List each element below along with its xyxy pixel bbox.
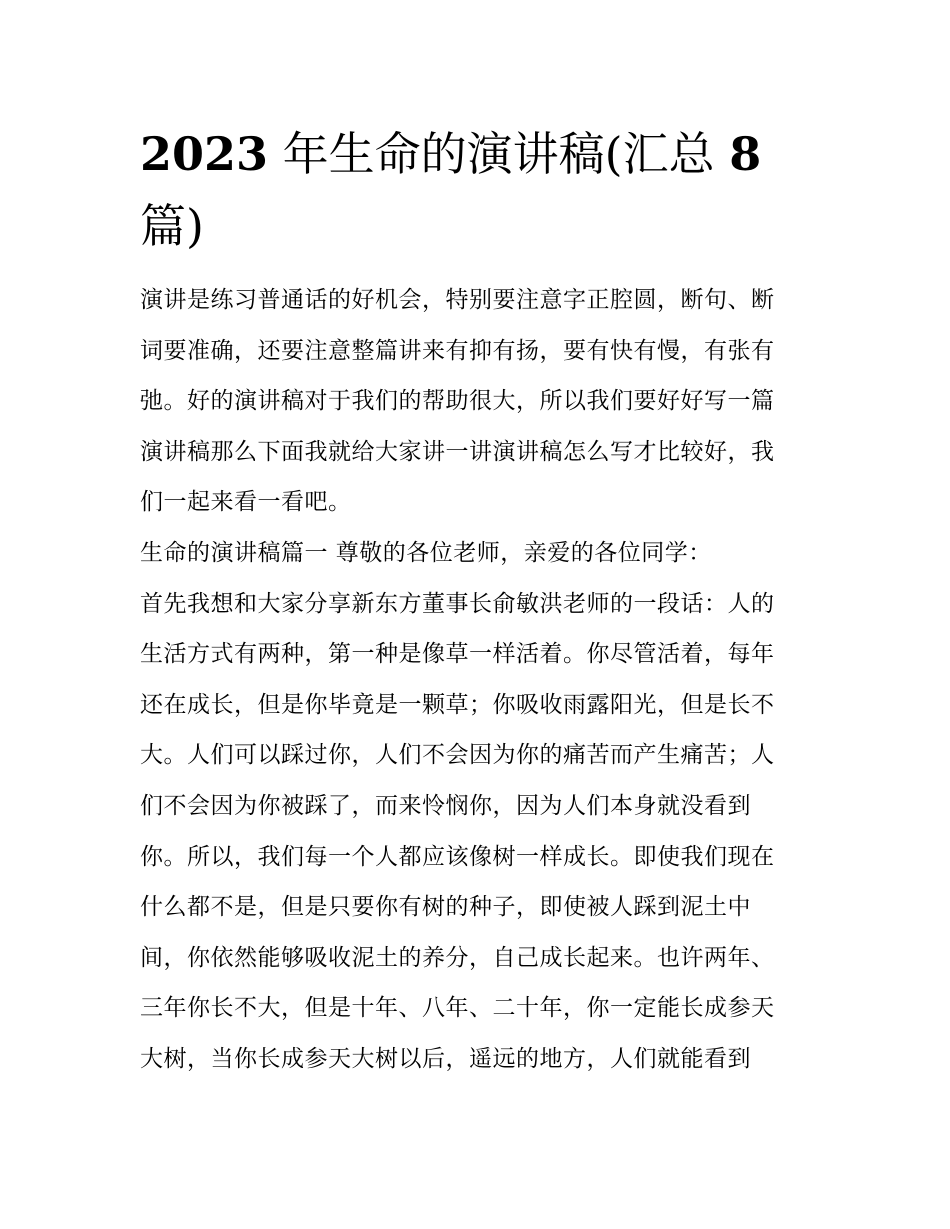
body-line: 们一起来看一看吧。 — [140, 489, 352, 516]
body-line: 什么都不是，但是只要你有树的种子，即使被人踩到泥土中 — [140, 894, 751, 921]
body-line: 演讲是练习普通话的好机会，特别要注意字正腔圆，断句、断 — [140, 287, 775, 313]
title-text-end: 篇) — [140, 199, 204, 253]
body-line: 间，你依然能够吸收泥土的养分，自己成长起来。也许两年、 — [140, 944, 775, 971]
body-line: 大树，当你长成参天大树以后，遥远的地方，人们就能看到 — [140, 1045, 751, 1072]
body-line: 生命的演讲稿篇一 尊敬的各位老师，亲爱的各位同学： — [140, 539, 712, 566]
title-text-main: 年生命的演讲稿(汇总 — [282, 127, 715, 181]
body-line: 还在成长，但是你毕竟是一颗草；你吸收雨露阳光，但是长不 — [140, 691, 775, 718]
document-body — [140, 275, 820, 1085]
title-year: 2023 — [140, 127, 269, 181]
body-line: 三年你长不大，但是十年、八年、二十年，你一定能长成参天 — [140, 995, 775, 1022]
body-line: 弛。好的演讲稿对于我们的帮助很大，所以我们要好好写一篇 — [140, 388, 775, 415]
body-line: 演讲稿那么下面我就给大家讲一讲演讲稿怎么写才比较好，我 — [140, 438, 775, 465]
body-line: 你。所以，我们每一个人都应该像树一样成长。即使我们现在 — [140, 843, 775, 870]
body-line: 首先我想和大家分享新东方董事长俞敏洪老师的一段话：人的 — [140, 590, 775, 617]
body-line: 们不会因为你被踩了，而来怜悯你，因为人们本身就没看到 — [140, 792, 751, 819]
body-line: 生活方式有两种，第一种是像草一样活着。你尽管活着，每年 — [140, 641, 775, 668]
body-line: 词要准确，还要注意整篇讲来有抑有扬，要有快有慢，有张有 — [140, 337, 775, 364]
document-title — [140, 118, 820, 262]
title-count: 8 — [729, 127, 762, 181]
body-line: 大。人们可以踩过你，人们不会因为你的痛苦而产生痛苦；人 — [140, 742, 775, 769]
